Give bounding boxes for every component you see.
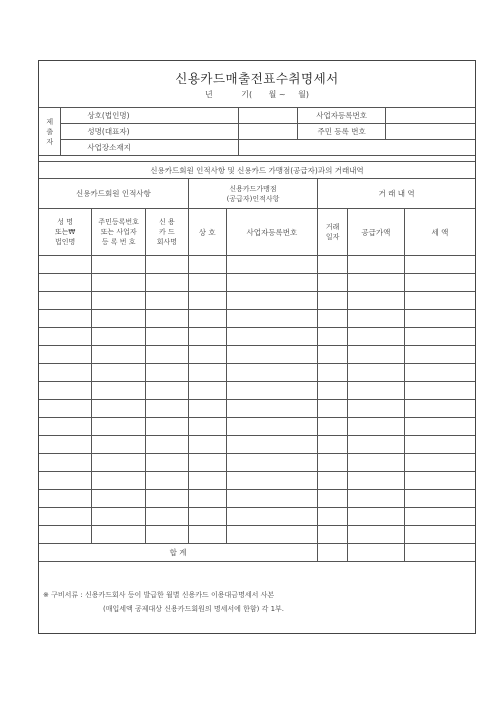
entry-cell[interactable] [188,364,226,382]
entry-cell[interactable] [404,436,475,454]
entry-cell[interactable] [404,310,475,328]
entry-cell[interactable] [188,526,226,544]
period-year: 년 [204,90,213,99]
entry-cell[interactable] [348,382,405,400]
entry-cell[interactable] [318,472,348,490]
table-row [39,436,475,454]
entry-cell[interactable] [226,346,318,364]
entry-cell[interactable] [226,256,318,274]
entry-cell[interactable] [348,526,405,544]
company-name-label: 상호(법인명) [61,108,238,124]
entry-cell[interactable] [188,328,226,346]
biz-reg-no-value[interactable] [385,108,475,124]
entry-cell[interactable] [188,508,226,526]
col-id-number: 주민등록번호 또는 사업자 등 록 번 호 [92,209,146,256]
entry-cell[interactable] [39,436,92,454]
company-name-value[interactable] [238,108,298,124]
col-supply-amount: 공급가액 [348,209,405,256]
total-amount-cell[interactable] [348,544,405,562]
entry-cell[interactable] [318,328,348,346]
entry-cell[interactable] [92,508,146,526]
entry-cell[interactable] [188,256,226,274]
period-term: 기( [241,90,253,99]
table-row [39,490,475,508]
entry-cell[interactable] [39,382,92,400]
table-row [39,274,475,292]
entry-cell[interactable] [226,508,318,526]
entry-cell[interactable] [404,526,475,544]
entry-cell[interactable] [404,328,475,346]
entry-cell[interactable] [404,256,475,274]
entry-cell[interactable] [92,310,146,328]
entry-cell[interactable] [146,418,189,436]
entry-cell[interactable] [188,436,226,454]
entry-cell[interactable] [188,490,226,508]
table-row [39,328,475,346]
entry-cell[interactable] [318,526,348,544]
table-row [39,508,475,526]
entry-cell[interactable] [348,346,405,364]
entry-cell[interactable] [39,346,92,364]
entry-cell[interactable] [318,346,348,364]
entry-cell[interactable] [226,526,318,544]
entry-cell[interactable] [39,328,92,346]
entry-cell[interactable] [146,292,189,310]
entry-cell[interactable] [404,418,475,436]
entry-cell[interactable] [92,490,146,508]
entry-cell[interactable] [348,472,405,490]
form-sheet [38,60,476,634]
col-name: 성 명 또는₩ 법인명 [39,209,92,256]
entry-cell[interactable] [92,418,146,436]
table-row [39,526,475,544]
entry-cell[interactable] [92,472,146,490]
entry-cell[interactable] [39,310,92,328]
entry-cell[interactable] [226,310,318,328]
entry-cell[interactable] [348,436,405,454]
entry-cell[interactable] [318,508,348,526]
detail-table [39,161,475,562]
detail-rows [39,256,475,544]
entry-cell[interactable] [348,328,405,346]
entry-cell[interactable] [146,490,189,508]
address-value[interactable] [238,140,475,156]
period-line [39,89,475,100]
entry-cell[interactable] [188,310,226,328]
entry-cell[interactable] [92,328,146,346]
col-trade-date: 거래 일자 [318,209,348,256]
entry-cell[interactable] [226,436,318,454]
col-biz-reg-no: 사업자등록번호 [226,209,318,256]
entry-cell[interactable] [188,274,226,292]
entry-cell[interactable] [92,526,146,544]
entry-cell[interactable] [146,328,189,346]
table-row [39,418,475,436]
entry-cell[interactable] [92,274,146,292]
entry-cell[interactable] [146,382,189,400]
table-row [39,256,475,274]
entry-cell[interactable] [92,346,146,364]
issuer-side-label: 제 출 자 [39,108,61,156]
entry-cell[interactable] [188,400,226,418]
entry-cell[interactable] [39,292,92,310]
entry-cell[interactable] [404,454,475,472]
entry-cell[interactable] [92,454,146,472]
entry-cell[interactable] [318,274,348,292]
period-month-start: 월 ~ [268,90,286,99]
entry-cell[interactable] [39,274,92,292]
entry-cell[interactable] [404,364,475,382]
entry-cell[interactable] [188,472,226,490]
note-line-2: (매입세액 공제대상 신용카드회원의 명세서에 한함) 각 1부. [103,605,285,613]
table-row [39,346,475,364]
group-merchant: 신용카드가맹점 (공급자)인적사항 [188,179,317,209]
table-row [39,310,475,328]
entry-cell[interactable] [318,310,348,328]
entry-cell[interactable] [92,400,146,418]
entry-cell[interactable] [39,472,92,490]
entry-cell[interactable] [188,346,226,364]
entry-cell[interactable] [146,472,189,490]
entry-cell[interactable] [318,364,348,382]
notes [43,588,284,616]
table-row [39,382,475,400]
address-label: 사업장소재지 [61,140,238,156]
entry-cell[interactable] [348,454,405,472]
representative-value[interactable] [238,124,298,140]
total-tax-cell[interactable] [404,544,475,562]
entry-cell[interactable] [39,418,92,436]
entry-cell[interactable] [146,526,189,544]
issuer-table [39,107,475,156]
entry-cell[interactable] [188,382,226,400]
entry-cell[interactable] [146,436,189,454]
table-row [39,400,475,418]
entry-cell[interactable] [348,274,405,292]
entry-cell[interactable] [226,400,318,418]
entry-cell[interactable] [92,364,146,382]
entry-cell[interactable] [348,490,405,508]
entry-cell[interactable] [318,454,348,472]
entry-cell[interactable] [348,256,405,274]
entry-cell[interactable] [226,274,318,292]
entry-cell[interactable] [39,364,92,382]
entry-cell[interactable] [318,256,348,274]
section-title: 신용카드회원 인적사항 및 신용카드 가맹점(공급자)과의 거래내역 [39,162,475,179]
entry-cell[interactable] [146,454,189,472]
table-row [39,364,475,382]
entry-cell[interactable] [348,292,405,310]
entry-cell[interactable] [92,436,146,454]
entry-cell[interactable] [318,490,348,508]
entry-cell[interactable] [348,400,405,418]
entry-cell[interactable] [404,382,475,400]
entry-cell[interactable] [39,526,92,544]
entry-cell[interactable] [146,346,189,364]
entry-cell[interactable] [39,508,92,526]
entry-cell[interactable] [92,292,146,310]
entry-cell[interactable] [404,508,475,526]
entry-cell[interactable] [146,310,189,328]
entry-cell[interactable] [404,274,475,292]
entry-cell[interactable] [39,400,92,418]
group-transaction: 거 래 내 역 [318,179,475,209]
col-tax: 세 액 [404,209,475,256]
entry-cell[interactable] [92,382,146,400]
entry-cell[interactable] [318,436,348,454]
entry-cell[interactable] [226,418,318,436]
representative-label: 성명(대표자) [61,124,238,140]
entry-cell[interactable] [318,292,348,310]
entry-cell[interactable] [39,256,92,274]
entry-cell[interactable] [226,328,318,346]
entry-cell[interactable] [404,490,475,508]
entry-cell[interactable] [146,364,189,382]
note-line-1: ※ 구비서류 : 신용카드회사 등이 발급한 월별 신용카드 이용대금명세서 사본 [43,591,275,599]
resident-no-value[interactable] [385,124,475,140]
entry-cell[interactable] [39,454,92,472]
col-card-company: 신 용 카 드 회사명 [146,209,189,256]
total-date-cell [318,544,348,562]
table-row [39,454,475,472]
form-title: 신용카드매출전표수취명세서 [175,71,339,86]
entry-cell[interactable] [348,364,405,382]
entry-cell[interactable] [92,256,146,274]
entry-cell[interactable] [318,400,348,418]
entry-cell[interactable] [188,454,226,472]
entry-cell[interactable] [226,382,318,400]
entry-cell[interactable] [404,346,475,364]
entry-cell[interactable] [226,292,318,310]
entry-cell[interactable] [226,454,318,472]
entry-cell[interactable] [348,418,405,436]
biz-reg-no-label: 사업자등록번호 [298,108,386,124]
entry-cell[interactable] [39,490,92,508]
entry-cell[interactable] [146,256,189,274]
entry-cell[interactable] [188,292,226,310]
col-shop-name: 상 호 [188,209,226,256]
entry-cell[interactable] [226,490,318,508]
entry-cell[interactable] [318,382,348,400]
entry-cell[interactable] [226,364,318,382]
entry-cell[interactable] [348,310,405,328]
table-row [39,292,475,310]
table-row [39,472,475,490]
group-member: 신용카드회원 인적사항 [39,179,188,209]
entry-cell[interactable] [188,418,226,436]
entry-cell[interactable] [404,400,475,418]
resident-no-label: 주민 등록 번호 [298,124,386,140]
entry-cell[interactable] [318,418,348,436]
total-label: 합 계 [39,544,318,562]
entry-cell[interactable] [146,400,189,418]
entry-cell[interactable] [404,292,475,310]
entry-cell[interactable] [146,508,189,526]
entry-cell[interactable] [348,508,405,526]
period-month-end: 월) [298,90,310,99]
entry-cell[interactable] [146,274,189,292]
entry-cell[interactable] [404,472,475,490]
entry-cell[interactable] [226,472,318,490]
